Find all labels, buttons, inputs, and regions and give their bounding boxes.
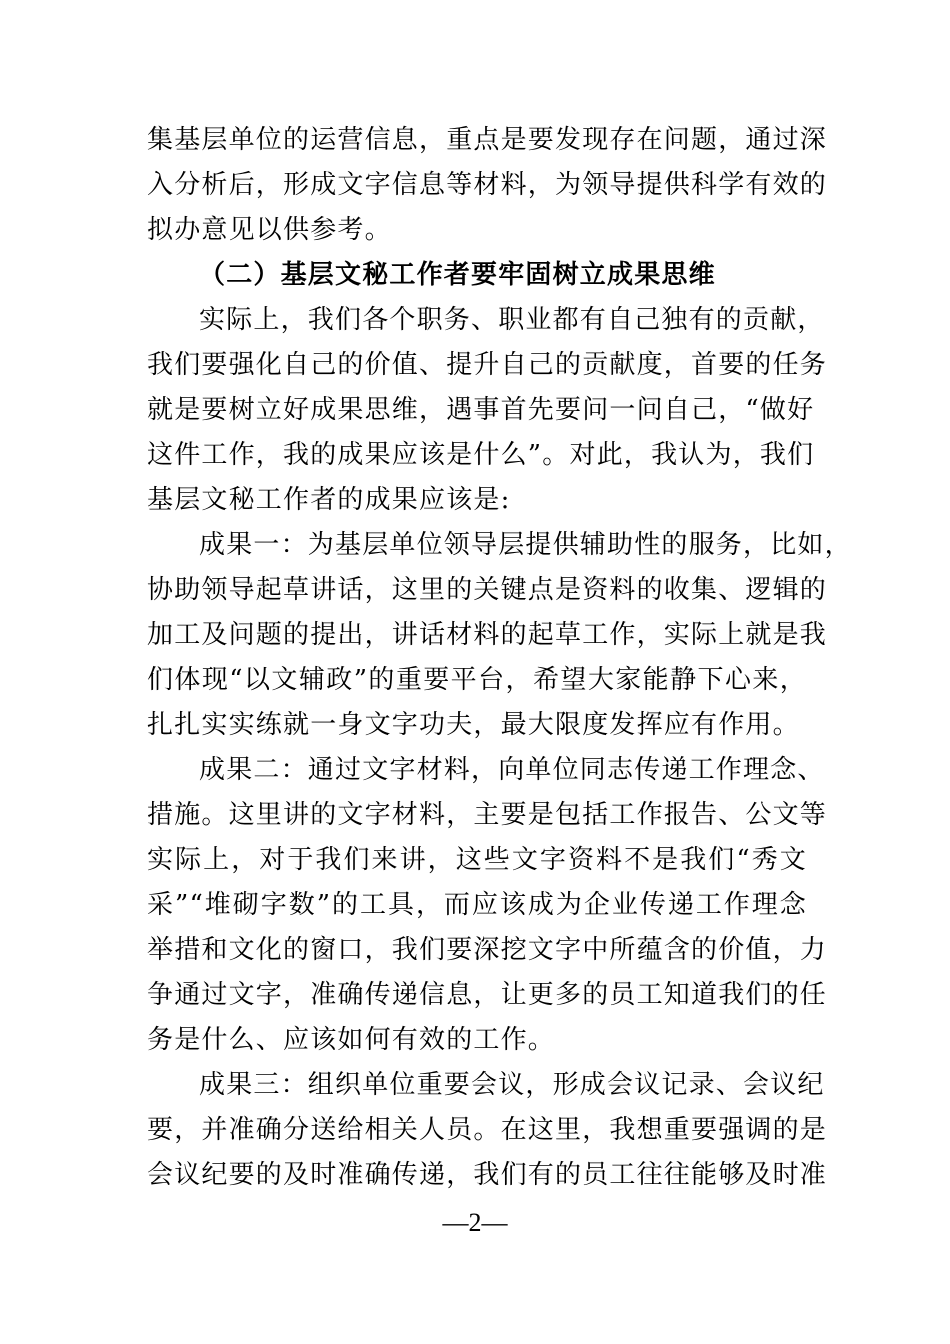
paragraph-line: 举措和文化的窗口，我们要深挖文字中所蕴含的价值，力 <box>147 935 828 965</box>
paragraph-line: 务是什么、应该如何有效的工作。 <box>147 1025 556 1055</box>
paragraph-line: 成果二：通过文字材料，向单位同志传递工作理念、 <box>199 755 825 785</box>
paragraph-line: 实际上，我们各个职务、职业都有自己独有的贡献， <box>199 305 825 335</box>
paragraph-line: 成果一：为基层单位领导层提供辅助性的服务，比如， <box>199 530 852 560</box>
body-text <box>147 118 852 1198</box>
paragraph-line: 加工及问题的提出，讲话材料的起草工作，实际上就是我 <box>147 620 828 650</box>
paragraph-line: 要，并准确分送给相关人员。在这里，我想重要强调的是 <box>147 1115 828 1145</box>
paragraph-line: 就是要树立好成果思维，遇事首先要问一问自己，“做好 <box>147 395 815 425</box>
paragraph-line: 集基层单位的运营信息，重点是要发现存在问题，通过深 <box>147 125 828 155</box>
paragraph-line: 措施。这里讲的文字材料，主要是包括工作报告、公文等 <box>147 800 828 830</box>
paragraph-line: 这件工作，我的成果应该是什么”。对此，我认为，我们 <box>147 440 815 470</box>
paragraph-line: 我们要强化自己的价值、提升自己的贡献度，首要的任务 <box>147 350 828 380</box>
page-number: —2— <box>442 1208 508 1237</box>
paragraph-line: 实际上，对于我们来讲，这些文字资料不是我们“秀文 <box>147 845 807 875</box>
paragraph-line: 采”“堆砌字数”的工具，而应该成为企业传递工作理念 <box>147 890 807 920</box>
paragraph-line: 扎扎实实练就一身文字功夫，最大限度发挥应有作用。 <box>147 710 800 740</box>
paragraph-line: 拟办意见以供参考。 <box>147 215 392 245</box>
section-heading: （二）基层文秘工作者要牢固树立成果思维 <box>199 260 716 290</box>
paragraph-line: 入分析后，形成文字信息等材料，为领导提供科学有效的 <box>147 170 828 200</box>
paragraph-line: 争通过文字，准确传递信息，让更多的员工知道我们的任 <box>147 980 828 1010</box>
paragraph-line: 会议纪要的及时准确传递，我们有的员工往往能够及时准 <box>147 1160 828 1190</box>
paragraph-line: 协助领导起草讲话，这里的关键点是资料的收集、逻辑的 <box>147 575 828 605</box>
paragraph-line: 们体现“以文辅政”的重要平台，希望大家能静下心来， <box>147 665 807 695</box>
paragraph-line: 基层文秘工作者的成果应该是: <box>147 485 511 515</box>
paragraph-line: 成果三：组织单位重要会议，形成会议记录、会议纪 <box>199 1070 825 1100</box>
